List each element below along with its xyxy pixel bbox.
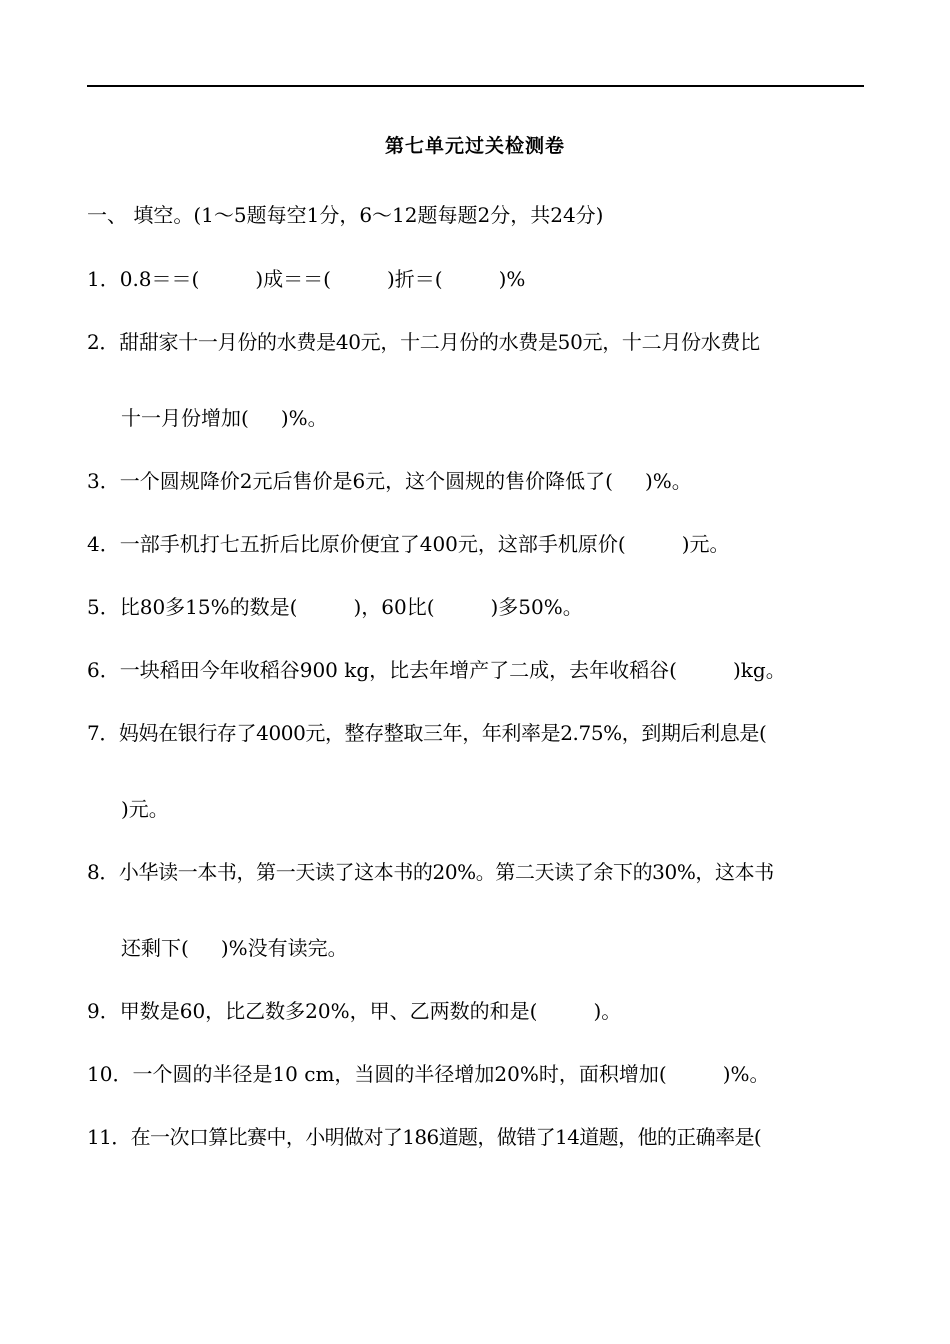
q6-suffix: )kg。	[732, 658, 786, 682]
question-5	[87, 595, 583, 619]
question-4	[87, 532, 730, 556]
q1-part3: )折＝(	[386, 267, 443, 291]
question-8-line-1: 8．小华读一本书，第一天读了这本书的20%。第二天读了余下的30%，这本书	[87, 860, 774, 884]
q9-suffix: )。	[593, 999, 622, 1023]
question-9	[87, 999, 621, 1023]
q4-prefix: 4．一部手机打七五折后比原价便宜了400元，这部手机原价(	[87, 532, 626, 556]
page-title: 第七单元过关检测卷	[384, 135, 565, 157]
q2-suffix: )%。	[280, 406, 328, 430]
q2-prefix: 十一月份增加(	[121, 406, 249, 430]
question-2-line-1: 2．甜甜家十一月份的水费是40元，十二月份的水费是50元，十二月份水费比	[87, 330, 760, 354]
question-7-line-2: )元。	[121, 797, 169, 821]
q8-prefix: 还剩下(	[121, 936, 189, 960]
q9-prefix: 9．甲数是60，比乙数多20%，甲、乙两数的和是(	[87, 999, 538, 1023]
q1-part2: )成＝＝(	[255, 267, 331, 291]
question-2-line-2	[121, 406, 328, 430]
q1-prefix: 1．0.8＝＝(	[87, 267, 200, 291]
q6-prefix: 6．一块稻田今年收稻谷900 kg，比去年增产了二成，去年收稻谷(	[87, 658, 677, 682]
question-7-line-1: 7．妈妈在银行存了4000元，整存整取三年，年利率是2.75%，到期后利息是(	[87, 721, 767, 745]
q3-prefix: 3．一个圆规降价2元后售价是6元，这个圆规的售价降低了(	[87, 469, 613, 493]
q5-suffix: )多50%。	[490, 595, 583, 619]
q10-suffix: )%。	[722, 1062, 770, 1086]
top-divider	[87, 85, 864, 87]
q10-prefix: 10．一个圆的半径是10 cm，当圆的半径增加20%时，面积增加(	[87, 1062, 667, 1086]
section-header: 一、 填空。(1～5题每空1分，6～12题每题2分，共24分)	[87, 203, 604, 227]
question-1	[87, 267, 525, 291]
q3-suffix: )%。	[644, 469, 692, 493]
question-8-line-2	[121, 936, 348, 960]
q4-suffix: )元。	[681, 532, 730, 556]
question-6	[87, 658, 786, 682]
question-10	[87, 1062, 770, 1086]
question-3	[87, 469, 692, 493]
q8-suffix: )%没有读完。	[220, 936, 348, 960]
question-11-line-1: 11．在一次口算比赛中，小明做对了186道题，做错了14道题，他的正确率是(	[87, 1125, 762, 1149]
q5-prefix: 5．比80多15%的数是(	[87, 595, 298, 619]
q1-suffix: )%	[498, 267, 526, 291]
q5-middle: )，60比(	[353, 595, 435, 619]
